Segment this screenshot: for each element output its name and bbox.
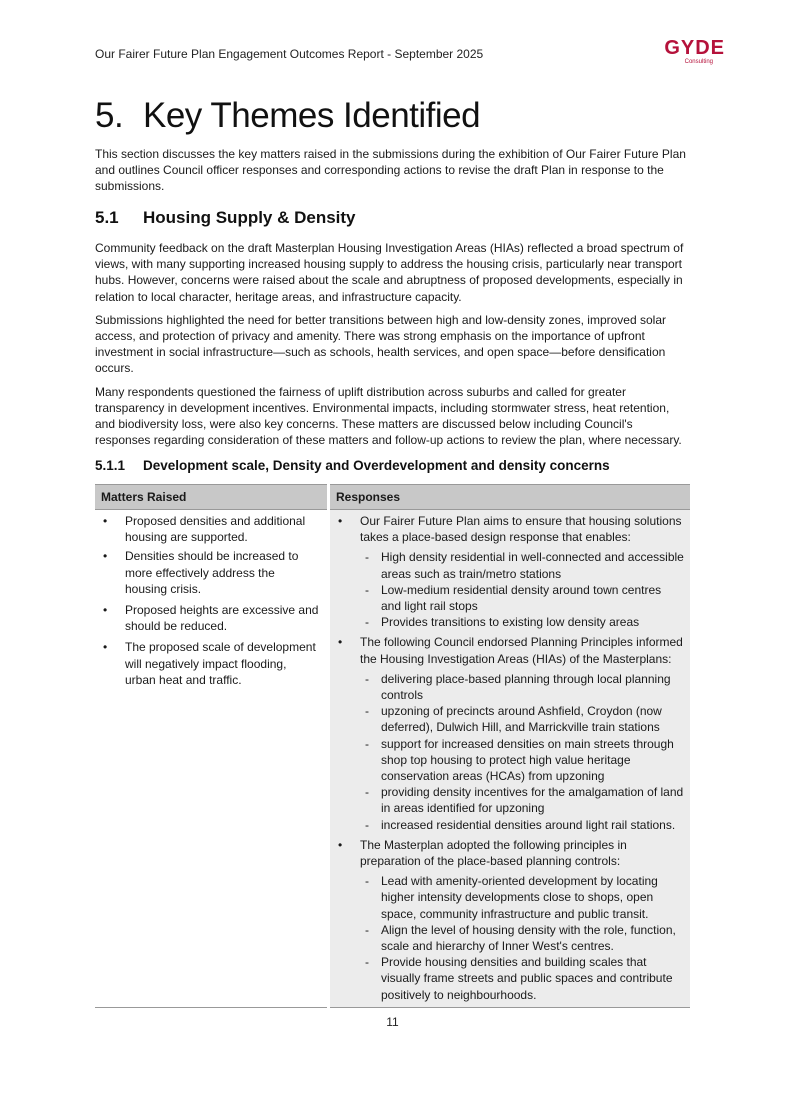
responses-cell bbox=[329, 510, 691, 1008]
subsection-number: 5.1 bbox=[95, 208, 119, 227]
section-heading bbox=[95, 96, 480, 136]
matter-item: • Proposed densities and additional housing are supported. bbox=[95, 513, 327, 545]
section-title: Key Themes Identified bbox=[143, 96, 481, 135]
response-subitem: - delivering place-based planning through local planning controls bbox=[360, 671, 684, 703]
response-item bbox=[330, 837, 690, 1003]
table-row bbox=[95, 510, 690, 1008]
body-paragraph: Community feedback on the draft Masterplan Housing Investigation Areas (HIAs) reflected a broad spectrum of views, with many supporting increased housing supply to address the housing crisis, particularly near transport hubs. However, concerns were raised about the scale and abruptness of proposed developments, especially in relation to local character, heritage areas, and infrastructure capacity. bbox=[95, 241, 684, 304]
response-text: The following Council endorsed Planning Principles informed the Housing Investigation Areas (HIAs) of the Masterplans: bbox=[360, 635, 683, 666]
response-text: The Masterplan adopted the following principles in preparation of the place-based planning controls: bbox=[360, 837, 627, 869]
response-subitem: - providing density incentives for the amalgamation of land in areas identified for upzoning bbox=[360, 784, 684, 816]
response-item bbox=[330, 634, 690, 832]
response-subitem: - Lead with amenity-oriented development by locating higher intensity developments close to shops, open space, community infrastructure and public transit. bbox=[360, 873, 684, 922]
response-subitem: - upzoning of precincts around Ashfield, Croydon (now deferred), Dulwich Hill, and Marrickville train stations bbox=[360, 703, 684, 735]
logo-text: GYDE bbox=[664, 37, 725, 59]
matters-responses-table bbox=[95, 484, 690, 1008]
response-subitem: - Align the level of housing density with the role, function, scale and hierarchy of Inner West's centres. bbox=[360, 922, 684, 954]
response-text: Our Fairer Future Plan aims to ensure that housing solutions takes a place-based design response that enables: bbox=[360, 514, 682, 545]
response-subitem: - High density residential in well-connected and accessible areas such as train/metro stations bbox=[360, 549, 684, 581]
table-header-row bbox=[95, 485, 690, 510]
matter-item: • Proposed heights are excessive and should be reduced. bbox=[95, 602, 327, 634]
response-item bbox=[330, 513, 690, 630]
response-sublist bbox=[360, 549, 684, 630]
subsection-body bbox=[95, 240, 687, 455]
page-number: 11 bbox=[386, 1015, 399, 1029]
matter-item: • Densities should be increased to more effectively address the housing crisis. bbox=[95, 548, 327, 597]
logo-subtext: Consulting bbox=[684, 59, 713, 65]
response-sublist bbox=[360, 873, 684, 1003]
response-subitem: - increased residential densities around light rail stations. bbox=[360, 817, 684, 833]
matters-list bbox=[95, 513, 327, 688]
response-subitem: - support for increased densities on main streets through shop top housing to protect high value heritage conservation areas (HCAs) from upzoning bbox=[360, 736, 684, 785]
report-header-title: Our Fairer Future Plan Engagement Outcomes Report - September 2025 bbox=[95, 47, 484, 61]
matter-item: • The proposed scale of development will negatively impact flooding, urban heat and traffic. bbox=[95, 639, 327, 688]
subsection-heading bbox=[95, 208, 356, 228]
matters-raised-header: Matters Raised bbox=[95, 485, 329, 510]
body-paragraph: Submissions highlighted the need for better transitions between high and low-density zones, improved solar access, and protection of privacy and amenity. There was strong emphasis on the importance of upfront investment in social infrastructure—such as schools, health services, and open space—before densification occurs. bbox=[95, 312, 666, 376]
subsubsection-heading bbox=[95, 458, 610, 473]
section-intro: This section discusses the key matters raised in the submissions during the exhibition of Our Fairer Future Plan and outlines Council officer responses and corresponding actions to revise the draft Plan in response to the submissions. bbox=[95, 147, 686, 194]
response-sublist bbox=[360, 671, 684, 833]
responses-list bbox=[330, 513, 690, 1003]
subsubsection-title: Development scale, Density and Overdevelopment and density concerns bbox=[143, 458, 610, 473]
response-subitem: - Low-medium residential density around town centres and light rail stops bbox=[360, 582, 684, 614]
response-subitem: - Provides transitions to existing low density areas bbox=[360, 614, 684, 630]
body-paragraph: Many respondents questioned the fairness of uplift distribution across suburbs and called for greater transparency in development incentives. Environmental impacts, including stormwater stress, heat retention, and biodiversity loss, were also key concerns. These matters are discussed below including Council's responses regarding consideration of these matters and follow-up actions to review the plan, where necessary. bbox=[95, 384, 682, 448]
subsubsection-number: 5.1.1 bbox=[95, 458, 126, 473]
section-number: 5. bbox=[95, 96, 124, 135]
responses-header: Responses bbox=[329, 485, 691, 510]
subsection-title: Housing Supply & Density bbox=[143, 208, 356, 227]
response-subitem: - Provide housing densities and building scales that visually frame streets and public spaces and contribute positively to neighbourhoods. bbox=[360, 954, 684, 1003]
gyde-logo bbox=[637, 38, 725, 66]
matters-cell bbox=[95, 510, 329, 1008]
